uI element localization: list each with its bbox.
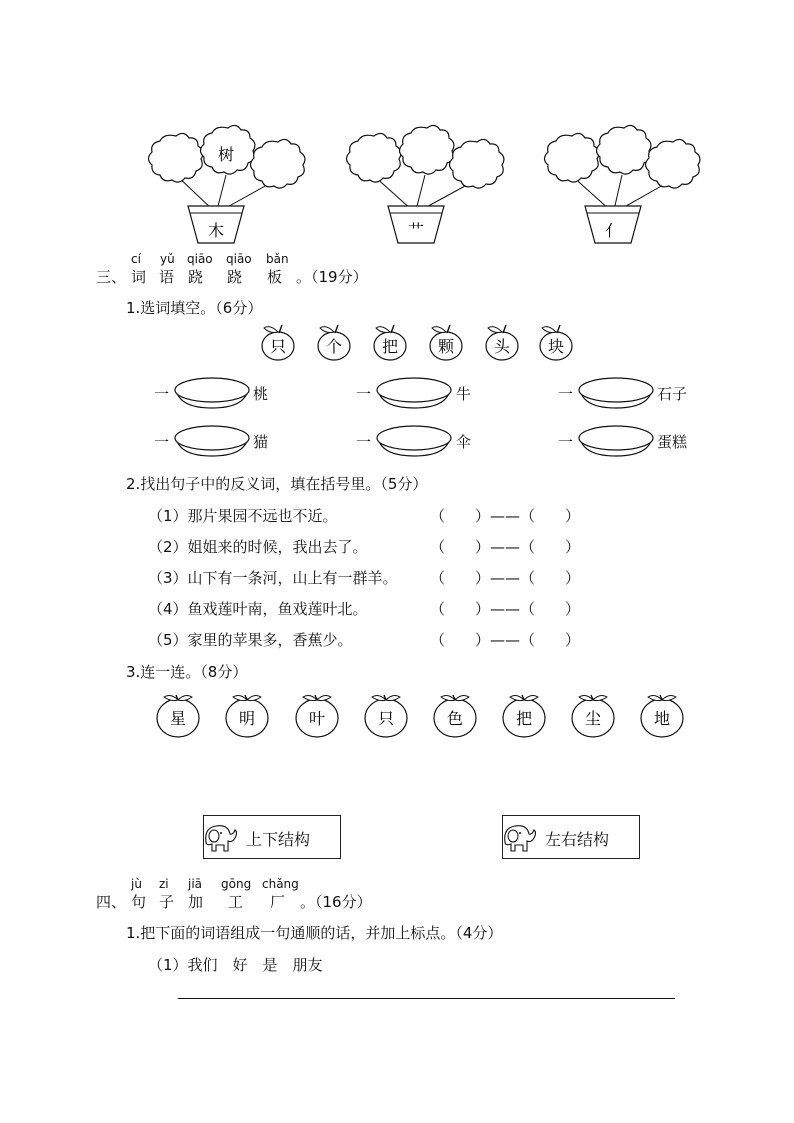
- pot-radical-3: 亻: [604, 221, 622, 240]
- section-3-score: 。（19分）: [296, 268, 368, 286]
- pinyin-qiao-2: qiāo: [226, 252, 252, 266]
- flower-pot-2: [347, 125, 504, 243]
- q2-answer-4[interactable]: （ ）——（ ）: [430, 600, 581, 618]
- plate-prefix-5: 一: [356, 433, 372, 451]
- plate-word-3: 石子: [657, 385, 688, 403]
- flower-pot-3: [545, 125, 700, 243]
- plate-2: [377, 378, 451, 408]
- flower-right: [251, 139, 305, 188]
- elephant-icon: [495, 816, 537, 862]
- section-3-number: 三、: [96, 268, 127, 286]
- q3-apples: [140, 688, 700, 744]
- svg-text:只: 只: [377, 709, 395, 728]
- svg-text:个: 个: [325, 337, 343, 356]
- pinyin-zi: zi: [159, 877, 169, 891]
- s4q1-title: 1.把下面的词语组成一句通顺的话，并加上标点。（4分）: [126, 924, 503, 942]
- plate-prefix-3: 一: [558, 385, 574, 403]
- card-label-left-right: 左右结构: [545, 830, 610, 849]
- pinyin-chang: chǎng: [262, 877, 299, 891]
- q2-sentence-5: （5）家里的苹果多，香蕉少。: [148, 631, 353, 649]
- option-zhi: [262, 325, 294, 360]
- char-jia: 加: [188, 893, 204, 911]
- flower-left: [149, 133, 203, 182]
- q2-answer-1[interactable]: （ ）——（ ）: [430, 507, 581, 525]
- plate-word-1: 桃: [253, 385, 269, 403]
- char-gong: 工: [228, 893, 244, 911]
- svg-text:色: 色: [446, 709, 464, 728]
- flower-pots-figure: [0, 0, 794, 250]
- svg-text:星: 星: [169, 709, 187, 728]
- q1-title: 1.选词填空。（6分）: [126, 299, 263, 317]
- option-tou: [486, 325, 518, 360]
- svg-text:块: 块: [547, 337, 565, 356]
- q2-sentence-2: （2）姐姐来的时候，我出去了。: [148, 538, 368, 556]
- plate-prefix-2: 一: [356, 385, 372, 403]
- apple-se[interactable]: [434, 695, 476, 737]
- plate-4: [175, 426, 249, 456]
- option-ge: [318, 325, 350, 360]
- section-4-number: 四、: [96, 893, 127, 911]
- q2-answer-2[interactable]: （ ）——（ ）: [430, 538, 581, 556]
- plate-3: [579, 378, 653, 408]
- pinyin-jia: jiā: [188, 877, 203, 891]
- apple-chen[interactable]: [572, 695, 614, 737]
- pinyin-ci: cí: [131, 252, 141, 266]
- option-ba: [374, 325, 406, 360]
- plate-word-4: 猫: [253, 433, 269, 451]
- pot-radical-2: 艹: [407, 221, 425, 240]
- apple-ba[interactable]: [503, 695, 545, 737]
- q2-answer-3[interactable]: （ ）——（ ）: [430, 569, 581, 587]
- section-4-score: 。（16分）: [300, 893, 372, 911]
- char-ci: 词: [131, 268, 147, 286]
- pinyin-ju: jù: [131, 877, 142, 891]
- q1-options: [250, 318, 590, 364]
- plate-1: [175, 378, 249, 408]
- plate-prefix-1: 一: [154, 385, 170, 403]
- q3-title: 3.连一连。（8分）: [126, 663, 248, 681]
- pinyin-yu: yǔ: [160, 252, 175, 266]
- apple-ye[interactable]: [296, 695, 338, 737]
- q2-title: 2.找出句子中的反义词，填在括号里。（5分）: [126, 475, 428, 493]
- plate-word-5: 伞: [456, 433, 472, 451]
- option-ke: [430, 325, 462, 360]
- apple-xing[interactable]: [157, 695, 199, 737]
- apple-zhi[interactable]: [365, 695, 407, 737]
- svg-text:叶: 叶: [308, 709, 326, 728]
- svg-text:尘: 尘: [584, 709, 602, 728]
- flower-pot-1: [149, 125, 305, 243]
- svg-text:颗: 颗: [437, 337, 455, 356]
- char-ban: 板: [267, 268, 283, 286]
- svg-text:头: 头: [493, 337, 511, 356]
- plate-6: [579, 426, 653, 456]
- pinyin-ban: bǎn: [266, 252, 289, 266]
- char-qiao-2: 跷: [227, 268, 243, 286]
- elephant-icon: [196, 816, 238, 862]
- pinyin-gong: gōng: [221, 877, 252, 891]
- char-qiao-1: 跷: [188, 268, 204, 286]
- plate-word-6: 蛋糕: [657, 433, 688, 451]
- svg-text:明: 明: [238, 709, 256, 728]
- q2-sentence-3: （3）山下有一条河，山上有一群羊。: [148, 569, 398, 587]
- svg-text:把: 把: [381, 337, 399, 356]
- svg-text:地: 地: [653, 709, 671, 728]
- char-chang: 厂: [270, 893, 286, 911]
- q2-sentence-4: （4）鱼戏莲叶南，鱼戏莲叶北。: [148, 600, 368, 618]
- svg-text:把: 把: [515, 709, 533, 728]
- plate-prefix-4: 一: [154, 433, 170, 451]
- pot-radical-1: 木: [207, 221, 225, 240]
- flower-char-1: 树: [217, 145, 235, 164]
- char-zi: 子: [159, 893, 175, 911]
- char-yu: 语: [159, 268, 175, 286]
- q2-sentence-1: （1）那片果园不远也不近。: [148, 507, 338, 525]
- answer-line[interactable]: [178, 998, 675, 999]
- plate-word-2: 牛: [456, 385, 472, 403]
- plate-5: [377, 426, 451, 456]
- q2-answer-5[interactable]: （ ）——（ ）: [430, 631, 581, 649]
- apple-di[interactable]: [641, 695, 683, 737]
- option-kuai: [540, 325, 572, 360]
- pinyin-qiao-1: qiāo: [187, 252, 213, 266]
- card-label-top-bottom: 上下结构: [246, 830, 311, 849]
- s4q1-item-1: （1）我们 好 是 朋友: [148, 956, 323, 974]
- svg-text:只: 只: [269, 337, 287, 356]
- plate-prefix-6: 一: [558, 433, 574, 451]
- char-ju: 句: [131, 893, 147, 911]
- apple-ming[interactable]: [226, 695, 268, 737]
